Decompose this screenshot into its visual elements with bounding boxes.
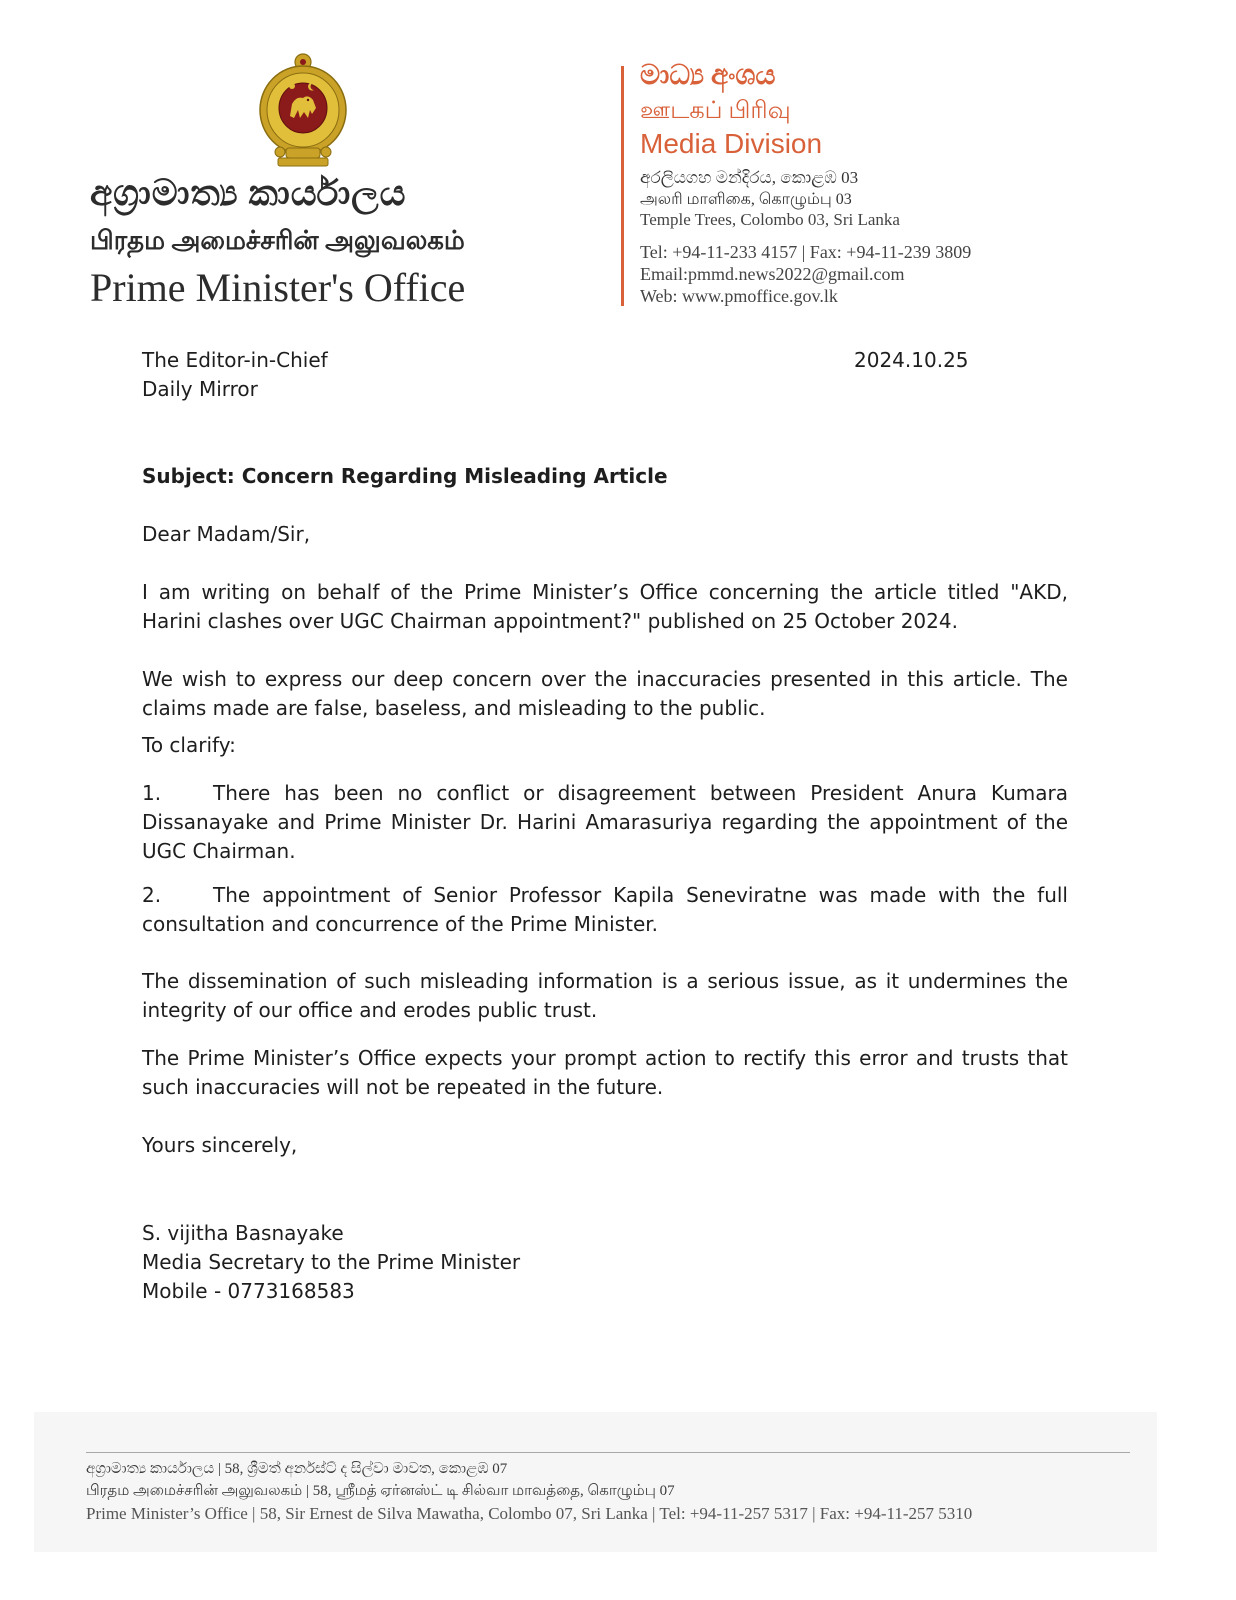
- media-division-english: Media Division: [640, 128, 823, 159]
- signer-role: Media Secretary to the Prime Minister: [142, 1250, 521, 1274]
- address-tamil: அலரி மாளிகை, கொழும்பு 03: [640, 191, 852, 208]
- item-text: There has been no conflict or disagreement between President Anura Kumara Dissanayake and Prime Minister Dr. Harini Amarasuriya regarding the appointment of the UGC Chairman.: [142, 781, 1068, 863]
- address-english: Temple Trees, Colombo 03, Sri Lanka: [640, 210, 900, 229]
- salutation: Dear Madam/Sir,: [142, 522, 311, 546]
- footer-address-english: Prime Minister’s Office | 58, Sir Ernest de Silva Mawatha, Colombo 07, Sri Lanka | Tel: +94-11-257 5317 | Fax: +94-11-257 5310: [86, 1504, 973, 1523]
- state-emblem-icon: [256, 52, 350, 170]
- clarification-item: [142, 779, 1068, 866]
- item-number: 1.: [142, 781, 162, 805]
- item-text: The appointment of Senior Professor Kapila Seneviratne was made with the full consultation and concurrence of the Prime Minister.: [142, 883, 1068, 936]
- footer-address-sinhala: අග්‍රාමාත්‍ය කාර්යාලය | 58, ශ්‍රීමත් අර්නස්ට් ද සිල්වා මාවත, කොළඹ 07: [86, 1461, 508, 1477]
- signer-name: S. vijitha Basnayake: [142, 1221, 344, 1245]
- media-division-tamil: ஊடகப் பிரிவு: [640, 98, 791, 124]
- paragraph-dissemination: The dissemination of such misleading information is a serious issue, as it undermines the integrity of our office and erodes public trust.: [142, 969, 1068, 1022]
- address-sinhala: අරලියගහ මන්දිරය, කොළඹ 03: [640, 168, 859, 187]
- office-name-tamil: பிரதம அமைச்சரின் அலுவலகம்: [90, 226, 465, 255]
- footer-rule: [86, 1452, 1130, 1453]
- media-division-sinhala: මාධ්‍ය අංශය: [640, 60, 776, 91]
- contact-email: Email:pmmd.news2022@gmail.com: [640, 264, 905, 284]
- letterhead-divider: [621, 66, 624, 306]
- clarify-heading: To clarify:: [142, 733, 236, 757]
- paragraph-expectation: The Prime Minister’s Office expects your prompt action to rectify this error and trusts that such inaccuracies will not be repeated in the future.: [142, 1046, 1068, 1099]
- recipient-title: The Editor-in-Chief: [142, 348, 328, 372]
- contact-web: Web: www.pmoffice.gov.lk: [640, 286, 838, 306]
- item-number: 2.: [142, 883, 162, 907]
- clarification-item: [142, 881, 1068, 939]
- closing: Yours sincerely,: [142, 1133, 298, 1157]
- office-name-english: Prime Minister's Office: [90, 265, 466, 310]
- office-name-sinhala: අග්‍රාමාත්‍ය කාර්යාලය: [90, 173, 407, 213]
- footer-address-tamil: பிரதம அமைச்சரின் அலுவலகம் | 58, ஸ்ரீமத் ஏர்னஸ்ட் டி சில்வா மாவத்தை, கொழும்பு 07: [86, 1483, 675, 1499]
- paragraph-intro: I am writing on behalf of the Prime Minister’s Office concerning the article titled "AKD, Harini clashes over UGC Chairman appointment?" published on 25 October 2024.: [142, 580, 1068, 633]
- recipient-publication: Daily Mirror: [142, 377, 258, 401]
- letter-date: 2024.10.25: [854, 348, 969, 372]
- contact-tel-fax: Tel: +94-11-233 4157 | Fax: +94-11-239 3809: [640, 242, 972, 262]
- letter-subject: Subject: Concern Regarding Misleading Article: [142, 464, 668, 488]
- signer-mobile: Mobile - 0773168583: [142, 1279, 355, 1303]
- paragraph-concern: We wish to express our deep concern over the inaccuracies presented in this article. The claims made are false, baseless, and misleading to the public.: [142, 667, 1068, 720]
